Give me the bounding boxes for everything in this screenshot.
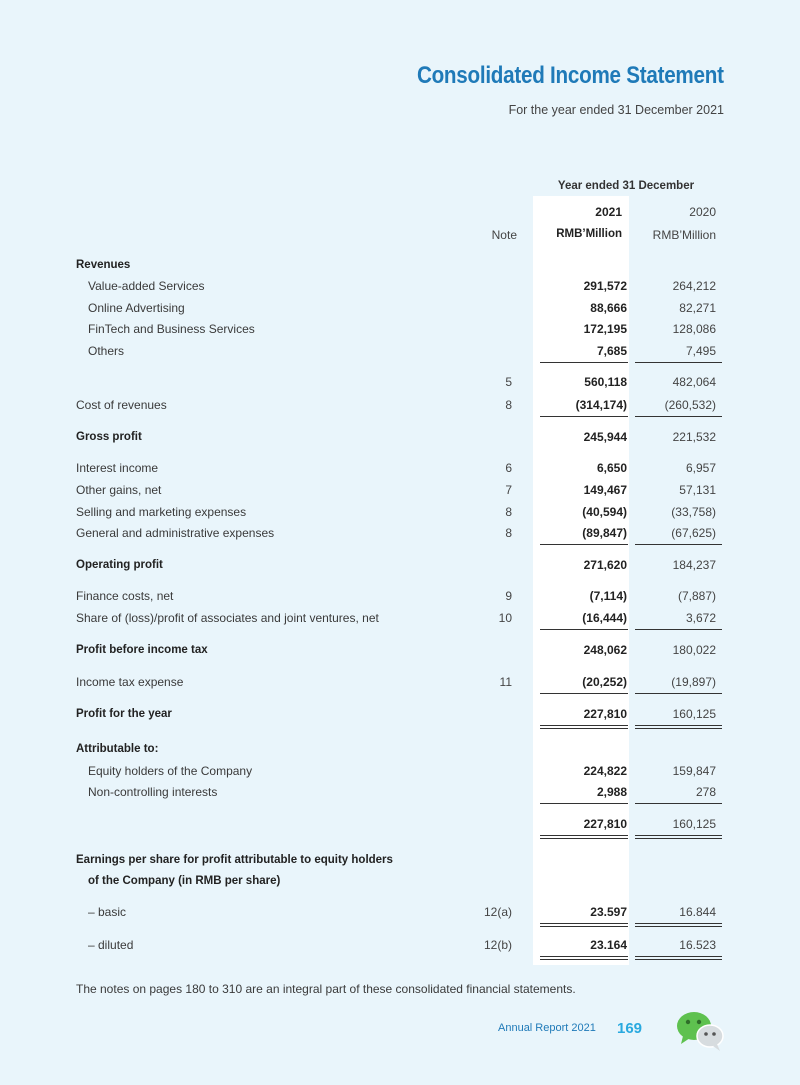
value-2020: 82,271 <box>679 301 716 315</box>
row-label: General and administrative expenses <box>76 526 275 540</box>
value-2021: 248,062 <box>583 643 627 657</box>
value-2021: (20,252) <box>582 675 627 689</box>
row-revenues-heading <box>0 256 800 274</box>
value-2021: (314,174) <box>575 398 627 412</box>
value-2020: 7,495 <box>685 344 716 358</box>
row-label: FinTech and Business Services <box>88 322 255 336</box>
header-note: Note <box>491 228 517 242</box>
row-label: Profit before income tax <box>76 644 208 656</box>
value-2020: 16.844 <box>679 905 716 919</box>
year-group-header: Year ended 31 December <box>557 180 695 192</box>
value-2020: 160,125 <box>672 707 716 721</box>
row-share-associates <box>0 609 800 627</box>
row-profit-before-tax <box>0 641 800 659</box>
row-value-added-services <box>0 277 800 295</box>
value-2020: 128,086 <box>672 322 716 336</box>
note-ref: 6 <box>505 461 512 475</box>
total-rule-2020 <box>635 725 722 726</box>
total-rule-2020-double <box>635 838 722 839</box>
note-ref: 7 <box>505 483 512 497</box>
value-2021: 23.597 <box>590 905 627 919</box>
total-rule-2020 <box>635 956 722 957</box>
footer-report-label: Annual Report 2021 <box>498 1022 596 1034</box>
value-2021: 227,810 <box>583 817 627 831</box>
subtotal-rule-2020 <box>635 544 722 545</box>
value-2020: 482,064 <box>672 375 716 389</box>
value-2021: (40,594) <box>582 505 627 519</box>
value-2021: 172,195 <box>583 322 627 336</box>
row-label: Share of (loss)/profit of associates and joint ventures, net <box>76 611 379 625</box>
value-2020: 3,672 <box>685 611 716 625</box>
row-attributable-total <box>0 815 800 833</box>
footnote: The notes on pages 180 to 310 are an integral part of these consolidated financial statements. <box>76 982 576 996</box>
page-title: Consolidated Income Statement <box>417 62 724 89</box>
row-label: Equity holders of the Company <box>88 764 253 778</box>
total-rule-2020-double <box>635 926 722 927</box>
subtotal-rule-2020 <box>635 803 722 804</box>
row-label: Operating profit <box>76 559 163 571</box>
value-2020: 57,131 <box>679 483 716 497</box>
row-label: Finance costs, net <box>76 589 174 603</box>
subtotal-rule-2020 <box>635 693 722 694</box>
value-2020: 160,125 <box>672 817 716 831</box>
value-2020: (7,887) <box>677 589 716 603</box>
note-ref: 9 <box>505 589 512 603</box>
value-2021: 271,620 <box>583 558 627 572</box>
row-label: Cost of revenues <box>76 398 167 412</box>
row-selling-marketing <box>0 503 800 521</box>
value-2020: 278 <box>695 785 716 799</box>
header-unit-2020: RMB’Million <box>652 228 716 242</box>
wechat-logo-icon <box>675 1010 725 1052</box>
row-label: Attributable to: <box>76 743 159 755</box>
value-2021: 23.164 <box>590 938 627 952</box>
note-ref: 12(b) <box>483 938 512 952</box>
row-cost-of-revenues <box>0 396 800 414</box>
note-ref: 8 <box>505 398 512 412</box>
total-rule-2020 <box>635 835 722 836</box>
value-2020: 184,237 <box>672 558 716 572</box>
total-rule-2021-double <box>540 728 628 729</box>
header-year-2021: 2021 <box>595 205 622 219</box>
row-non-controlling <box>0 783 800 801</box>
row-label: Selling and marketing expenses <box>76 505 247 519</box>
value-2021: 245,944 <box>583 430 627 444</box>
row-interest-income <box>0 459 800 477</box>
total-rule-2021 <box>540 725 628 726</box>
row-general-admin <box>0 524 800 542</box>
subtotal-rule-2021 <box>540 416 628 417</box>
value-2020: (19,897) <box>671 675 716 689</box>
total-rule-2021 <box>540 835 628 836</box>
header-year-2020: 2020 <box>689 205 716 219</box>
value-2021: 88,666 <box>590 301 627 315</box>
subtotal-rule-2021 <box>540 803 628 804</box>
row-income-tax <box>0 673 800 691</box>
row-label: Other gains, net <box>76 483 162 497</box>
row-label: Profit for the year <box>76 708 172 720</box>
value-2020: (67,625) <box>671 526 716 540</box>
total-rule-2021 <box>540 923 628 924</box>
row-total-revenues <box>0 373 800 391</box>
row-finance-costs <box>0 587 800 605</box>
row-equity-holders <box>0 762 800 780</box>
value-2020: (33,758) <box>671 505 716 519</box>
total-rule-2021-double <box>540 959 628 960</box>
row-label: Earnings per share for profit attributable to equity holders <box>76 854 393 866</box>
value-2020: 180,022 <box>672 643 716 657</box>
note-ref: 10 <box>498 611 512 625</box>
value-2021: (7,114) <box>589 589 627 603</box>
total-rule-2020-double <box>635 728 722 729</box>
row-label: – diluted <box>88 938 134 952</box>
value-2020: 6,957 <box>685 461 716 475</box>
row-eps-basic <box>0 903 800 921</box>
value-2020: 264,212 <box>672 279 716 293</box>
value-2021: 6,650 <box>596 461 627 475</box>
note-ref: 8 <box>505 526 512 540</box>
subtotal-rule-2021 <box>540 544 628 545</box>
row-label: Others <box>88 344 125 358</box>
value-2021: (16,444) <box>582 611 627 625</box>
value-2021: 7,685 <box>596 344 627 358</box>
note-ref: 11 <box>499 675 512 689</box>
subtotal-rule-2020 <box>635 416 722 417</box>
value-2021: 224,822 <box>583 764 627 778</box>
row-online-advertising <box>0 299 800 317</box>
row-label: Interest income <box>76 461 159 475</box>
total-rule-2020 <box>635 923 722 924</box>
total-rule-2021 <box>540 956 628 957</box>
value-2021: 149,467 <box>583 483 627 497</box>
row-eps-heading-cont <box>0 872 800 890</box>
row-label: Online Advertising <box>88 301 185 315</box>
row-others <box>0 342 800 360</box>
subtotal-rule-2020 <box>635 362 722 363</box>
row-operating-profit <box>0 556 800 574</box>
row-label: Value-added Services <box>88 279 205 293</box>
total-rule-2020-double <box>635 959 722 960</box>
value-2021: 291,572 <box>583 279 627 293</box>
value-2021: (89,847) <box>582 526 627 540</box>
note-ref: 5 <box>505 375 512 389</box>
row-label: Non-controlling interests <box>88 785 218 799</box>
value-2020: 16.523 <box>679 938 716 952</box>
value-2021: 2,988 <box>596 785 627 799</box>
row-fintech-business-services <box>0 320 800 338</box>
value-2020: 221,532 <box>672 430 716 444</box>
subtotal-rule-2021 <box>540 362 628 363</box>
row-attributable-heading <box>0 740 800 758</box>
row-label: – basic <box>88 905 127 919</box>
row-other-gains <box>0 481 800 499</box>
value-2021: 560,118 <box>584 375 627 389</box>
row-gross-profit <box>0 428 800 446</box>
subtotal-rule-2020 <box>635 629 722 630</box>
row-label: Revenues <box>76 259 131 271</box>
total-rule-2021-double <box>540 838 628 839</box>
row-eps-heading <box>0 851 800 869</box>
row-label: Gross profit <box>76 431 142 443</box>
note-ref: 12(a) <box>483 905 512 919</box>
subtotal-rule-2021 <box>540 629 628 630</box>
value-2020: 159,847 <box>672 764 716 778</box>
row-eps-diluted <box>0 936 800 954</box>
header-unit-2021: RMB’Million <box>556 228 622 240</box>
row-label: Income tax expense <box>76 675 184 689</box>
value-2020: (260,532) <box>664 398 716 412</box>
note-ref: 8 <box>505 505 512 519</box>
subtotal-rule-2021 <box>540 693 628 694</box>
total-rule-2021-double <box>540 926 628 927</box>
page-subtitle: For the year ended 31 December 2021 <box>508 103 724 117</box>
row-profit-for-year <box>0 705 800 723</box>
value-2021: 227,810 <box>583 707 627 721</box>
page-number: 169 <box>617 1020 643 1037</box>
row-label: of the Company (in RMB per share) <box>88 875 281 887</box>
